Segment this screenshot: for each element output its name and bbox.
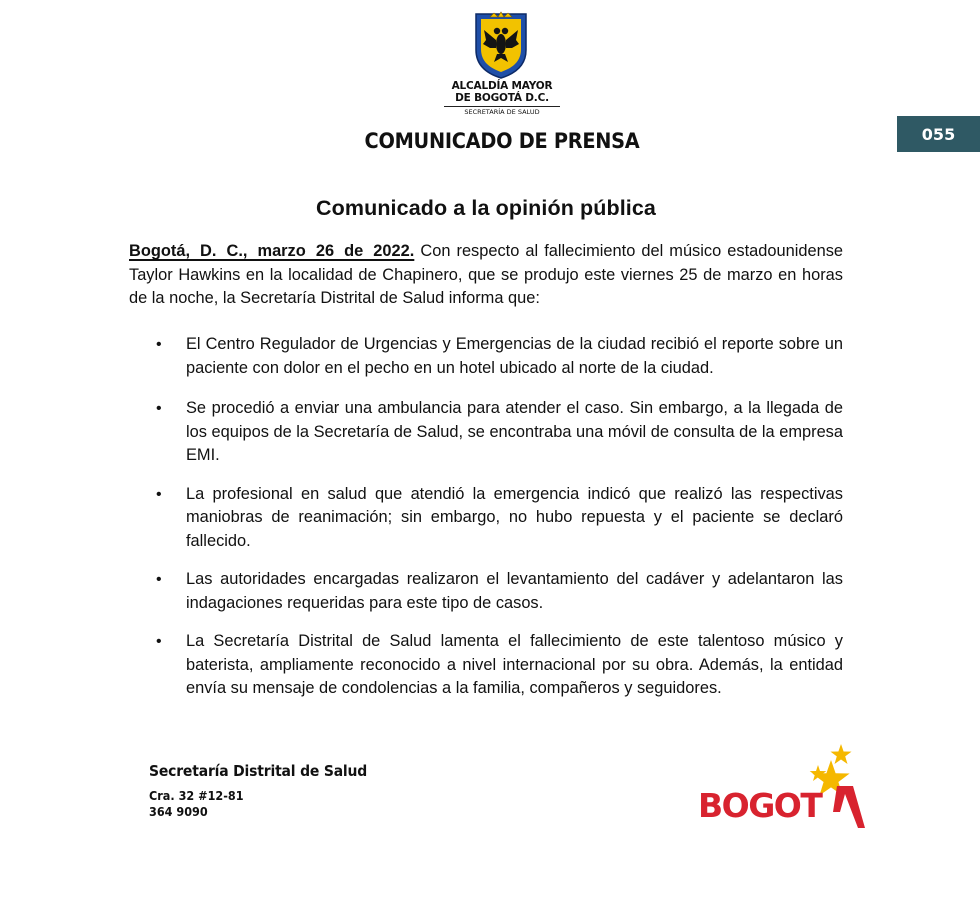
- press-release-title: COMUNICADO DE PRENSA: [364, 129, 640, 153]
- bullet-icon: •: [156, 633, 162, 650]
- list-item-text: Se procedió a enviar una ambulancia para atender el caso. Sin embargo, a la llegada de los equipos de la Secretaría de Salud, se encontraba una móvil de consulta de la empresa EMI.: [186, 399, 843, 464]
- intro-paragraph: [129, 240, 843, 311]
- document-heading: Comunicado a la opinión pública: [316, 196, 656, 220]
- list-item: [129, 333, 843, 380]
- dateline: Bogotá, D. C., marzo 26 de 2022.: [129, 242, 415, 260]
- list-item: [129, 483, 843, 554]
- org-line-2: DE BOGOTÁ D.C.: [455, 92, 549, 104]
- bullet-list: [129, 333, 843, 701]
- footer-address: Cra. 32 #12-81: [149, 788, 244, 803]
- list-item: [129, 397, 843, 468]
- list-item-text: La profesional en salud que atendió la emergencia indicó que realizó las respectivas maniobras de reanimación; sin embargo, no hubo repuesta y el paciente se declaró fallecido.: [186, 484, 843, 550]
- footer-phone: 364 9090: [149, 804, 208, 819]
- list-item-text: La Secretaría Distrital de Salud lamenta el fallecimiento de este talentoso músico y baterista, ampliamente reconocido a nivel internacional por su obra. Además, la entidad envía su mensaje de condolencias a la familia, compañeros y seguidores.: [186, 632, 843, 697]
- list-item-text: El Centro Regulador de Urgencias y Emergencias de la ciudad recibió el reporte sobre un paciente con dolor en el pecho en un hotel ubicado al norte de la ciudad.: [186, 335, 843, 377]
- release-number-badge: 055: [897, 116, 980, 152]
- bullet-icon: •: [156, 336, 162, 353]
- bullet-icon: •: [156, 485, 162, 503]
- org-line-3: SECRETARÍA DE SALUD: [464, 108, 540, 116]
- list-item: [129, 630, 843, 701]
- bogota-coat-of-arms-icon: [472, 10, 530, 80]
- list-item: [129, 568, 843, 615]
- organization-name: [430, 80, 574, 116]
- org-line-1: ALCALDÍA MAYOR: [451, 80, 553, 92]
- bogota-logo-text: BOGOT: [698, 786, 822, 825]
- bullet-icon: •: [156, 571, 162, 588]
- bullet-icon: •: [156, 400, 162, 417]
- org-divider: [444, 106, 560, 107]
- list-item-text: Las autoridades encargadas realizaron el levantamiento del cadáver y adelantaron las indagaciones requeridas para este tipo de casos.: [186, 570, 843, 612]
- footer-organization: Secretaría Distrital de Salud: [149, 762, 368, 780]
- intro-text: Con respecto al fallecimiento del músico estadounidense Taylor Hawkins en la localidad de Chapinero, que se produjo este viernes 25 de marzo en horas de la noche, la Secretaría Distrital de Salud informa que:: [129, 242, 844, 307]
